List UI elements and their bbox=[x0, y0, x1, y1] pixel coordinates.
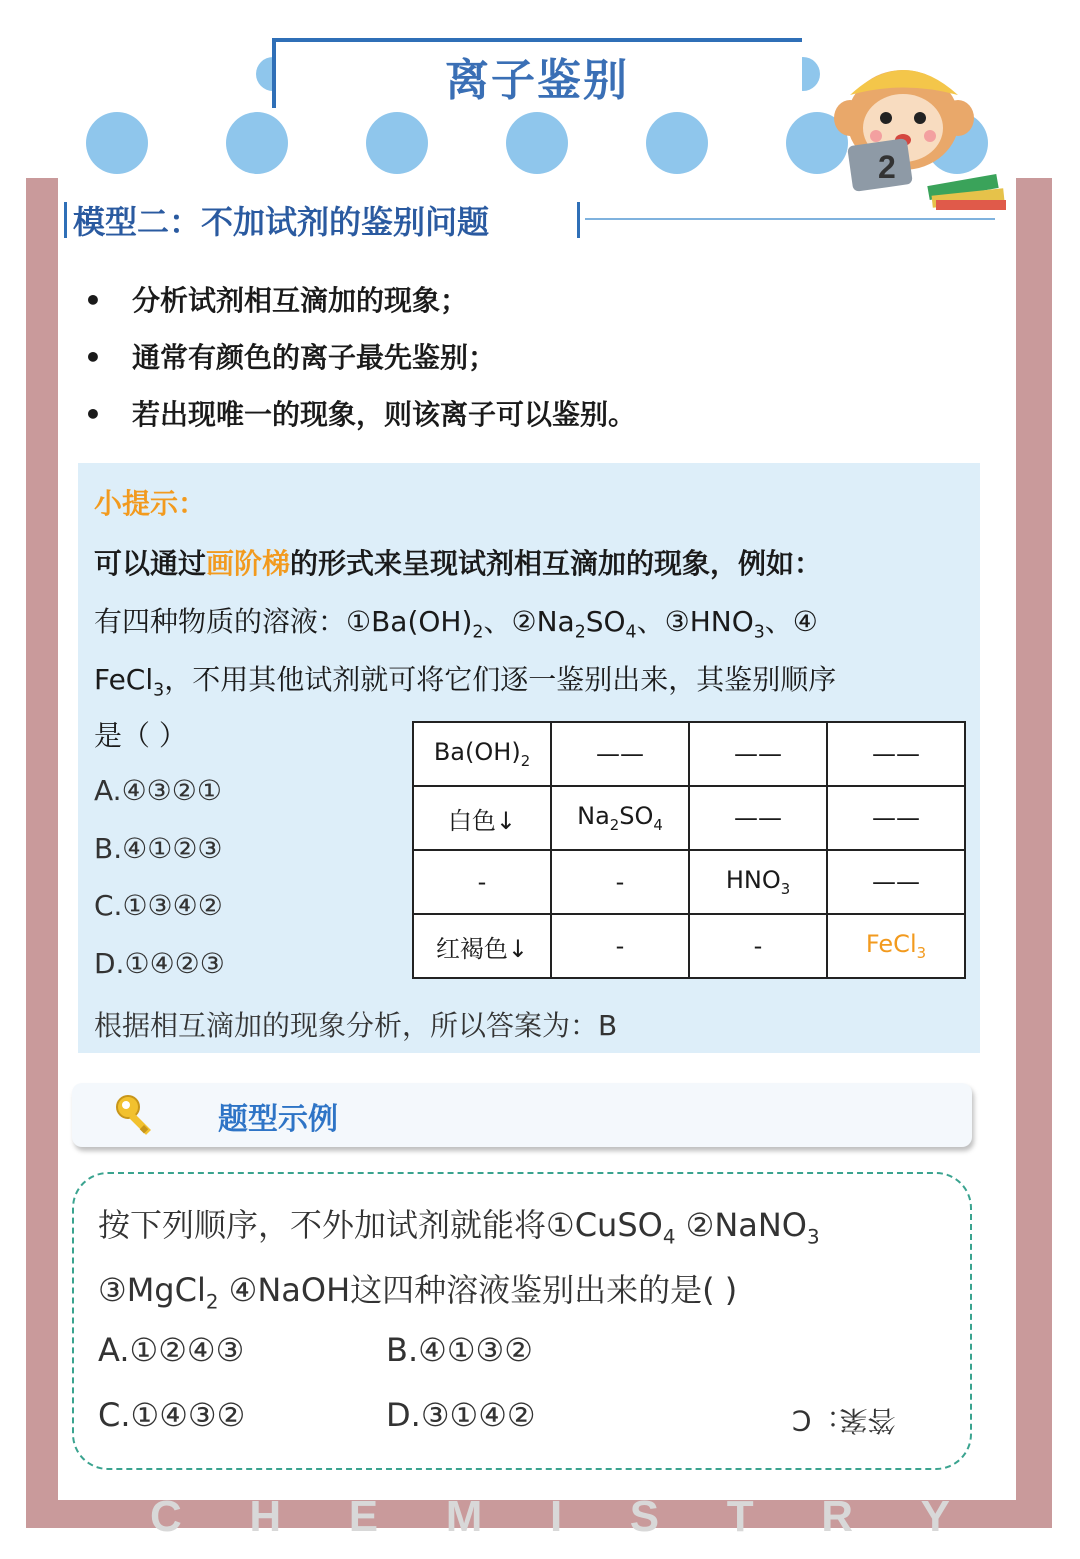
question-option-c: C.①④③② bbox=[98, 1396, 246, 1434]
table-row bbox=[413, 914, 965, 978]
subscript: 4 bbox=[625, 622, 637, 643]
decor-circle bbox=[506, 112, 568, 174]
decor-circle bbox=[226, 112, 288, 174]
section-bar bbox=[64, 202, 67, 238]
watermark-letter: H bbox=[249, 1492, 282, 1541]
hint-text: FeCl bbox=[94, 663, 154, 696]
hint-line-3 bbox=[94, 658, 836, 701]
hint-conclusion: 根据相互滴加的现象分析，所以答案为：B bbox=[94, 1009, 618, 1042]
chemistry-watermark bbox=[150, 1492, 950, 1542]
table-cell: —— bbox=[551, 722, 689, 786]
hint-text: SO bbox=[585, 605, 626, 638]
question-text: ④NaOH这四种溶液鉴别出来的是( ) bbox=[218, 1271, 738, 1309]
hint-line-2 bbox=[94, 600, 818, 643]
section-bar-right bbox=[577, 202, 580, 238]
hint-text: 有四种物质的溶液：①Ba(OH) bbox=[94, 605, 473, 638]
table-cell: FeCl$_3$ bbox=[827, 914, 965, 978]
table-row bbox=[413, 722, 965, 786]
monkey-mascot-icon bbox=[828, 50, 1028, 220]
hint-line-1 bbox=[94, 542, 822, 582]
hint-option-c: C.①③④② bbox=[94, 889, 223, 922]
hint-line-4: 是（ ） bbox=[94, 719, 187, 752]
hint-text: 、④ bbox=[764, 605, 818, 638]
key-icon bbox=[114, 1093, 160, 1139]
table-cell: $Ba(OH)_2$ bbox=[413, 722, 551, 786]
table-row bbox=[413, 850, 965, 914]
hint-text: ，不用其他试剂就可将它们逐一鉴别出来，其鉴别顺序 bbox=[164, 663, 837, 696]
subscript: 2 bbox=[205, 1290, 219, 1314]
subscript: 2 bbox=[574, 622, 586, 643]
table-cell: 白色↓ bbox=[413, 786, 551, 850]
question-option-b: B.④①③② bbox=[386, 1331, 533, 1369]
table-row bbox=[413, 786, 965, 850]
subscript: 3 bbox=[806, 1225, 820, 1249]
watermark-letter: S bbox=[629, 1492, 660, 1541]
table-cell: - bbox=[413, 850, 551, 914]
hint-option-a: A.④③②① bbox=[94, 774, 222, 807]
hint-option-b: B.④①②③ bbox=[94, 832, 223, 865]
watermark-letter: C bbox=[150, 1492, 182, 1541]
example-header bbox=[72, 1083, 972, 1147]
hint-text: 的形式来呈现试剂相互滴加的现象，例如： bbox=[290, 547, 823, 580]
bullet-item: • 分析试剂相互滴加的现象； bbox=[84, 272, 636, 329]
bullet-item: • 若出现唯一的现象，则该离子可以鉴别。 bbox=[84, 386, 636, 443]
subscript: 2 bbox=[472, 622, 484, 643]
bullet-item: • 通常有颜色的离子最先鉴别； bbox=[84, 329, 636, 386]
table-cell: —— bbox=[827, 786, 965, 850]
mascot-number: 2 bbox=[878, 149, 896, 185]
section-header bbox=[64, 196, 489, 244]
watermark-letter: T bbox=[726, 1492, 754, 1541]
section-divider bbox=[585, 218, 995, 220]
answer-upside-down: 答案：C bbox=[792, 1404, 896, 1437]
table-cell: - bbox=[551, 850, 689, 914]
table-cell: —— bbox=[689, 722, 827, 786]
hint-text: 、②Na bbox=[483, 605, 575, 638]
watermark-letter: Y bbox=[920, 1492, 950, 1541]
page-title: 离子鉴别 bbox=[445, 55, 629, 106]
table-cell: —— bbox=[689, 786, 827, 850]
question-option-d: D.③①④② bbox=[386, 1396, 536, 1434]
subscript: 3 bbox=[153, 680, 165, 701]
subscript: 3 bbox=[753, 622, 765, 643]
question-text: 按下列顺序，不外加试剂就能将①CuSO bbox=[98, 1206, 663, 1244]
subscript: 4 bbox=[662, 1225, 676, 1249]
bullet-list bbox=[84, 272, 636, 443]
hint-option-d: D.①④②③ bbox=[94, 947, 225, 980]
decor-circle bbox=[646, 112, 708, 174]
decor-circle bbox=[86, 112, 148, 174]
table-cell: $HNO_3$ bbox=[689, 850, 827, 914]
question-line-2 bbox=[98, 1265, 737, 1313]
watermark-letter: E bbox=[348, 1492, 379, 1541]
table-cell: —— bbox=[827, 722, 965, 786]
hint-title: 小提示： bbox=[94, 487, 207, 520]
question-line-1 bbox=[98, 1200, 820, 1248]
table-cell: $Na_2SO_4$ bbox=[551, 786, 689, 850]
question-text: ②NaNO bbox=[675, 1206, 807, 1244]
watermark-letter: M bbox=[445, 1492, 483, 1541]
table-cell: —— bbox=[827, 850, 965, 914]
table-cell: - bbox=[689, 914, 827, 978]
hint-text: 可以通过 bbox=[94, 547, 207, 580]
ladder-table bbox=[412, 721, 966, 979]
table-cell: - bbox=[551, 914, 689, 978]
section-title: 模型二：不加试剂的鉴别问题 bbox=[73, 203, 490, 241]
question-option-a: A.①②④③ bbox=[98, 1331, 245, 1369]
hint-text: 、③HNO bbox=[636, 605, 754, 638]
hint-highlight: 画阶梯 bbox=[206, 547, 291, 580]
watermark-letter: R bbox=[821, 1492, 853, 1541]
watermark-letter: I bbox=[549, 1492, 563, 1541]
question-text: ③MgCl bbox=[98, 1271, 206, 1309]
table-cell: 红褐色↓ bbox=[413, 914, 551, 978]
decor-circle bbox=[366, 112, 428, 174]
example-title: 题型示例 bbox=[218, 1102, 338, 1137]
